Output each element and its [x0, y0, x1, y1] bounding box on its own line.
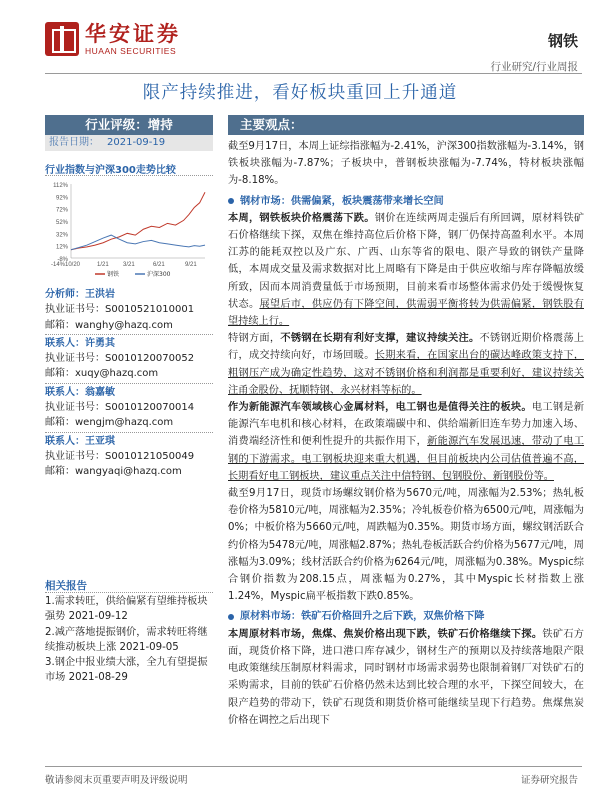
price-paragraph: 截至9月17日，现货市场螺纹钢价格为5670元/吨，周涨幅为2.53%；热轧板卷价格为5810元/吨，周涨幅为2.35%；冷轧板卷价格为6500元/吨，周涨幅为0%；中板价格为5660元/吨，周跌幅为0.35%。期货市场方面，螺纹钢活跃合约价格为5478元/吨，周涨幅2.87%；热轧卷板活跃合约价格为5677元/吨，周涨幅为3.09%；线材活跃合约价格为6264元/吨，周涨幅为0.38%。Myspic综合钢价指数为208.15点，周涨幅为0.27%，其中Myspic长材指数上涨1.24%，Myspic扁平板指数下跌0.85%。 — [228, 488, 584, 603]
footer-label: 证券研究报告 — [520, 775, 578, 786]
section-heading-steel — [228, 193, 584, 210]
rating-bar: 行业评级：增持 — [45, 115, 213, 135]
y-tick-label: 32% — [55, 232, 68, 239]
section-heading-text: 钢材市场：供需偏紧，板块震荡带来增长空间 — [240, 195, 444, 207]
raw-body: 铁矿石方面，现货价格下降，进口港口库存减少，钢材生产的预期以及持续落地限产限电政策继续压制原材料需求，同时钢材市场需求弱势也限制着钢厂对铁矿石的采购需求，目前的铁矿石价格仍然未达到比较合理的水平，下探空间较大，在限产趋势的带动下，铁矿石现货和期货价格可能继续呈现下行趋势。焦煤焦炭价格在调控之后出现下 — [228, 628, 584, 726]
electrical-steel-claim: 作为新能源汽车领域核心金属材料，电工钢也是值得关注的板块。 — [228, 402, 532, 414]
company-logo — [45, 22, 181, 56]
analyst-divider — [45, 383, 213, 384]
x-tick-label: 3/21 — [123, 262, 135, 268]
legend-label: 钢铁 — [107, 271, 120, 278]
y-tick-label: 72% — [55, 207, 68, 214]
logo-seal-icon — [45, 22, 79, 56]
related-reports-list — [45, 594, 213, 686]
analyst-role: 分析师：王洪岩 — [45, 289, 115, 300]
analyst-role: 联系人：王亚琪 — [45, 435, 115, 447]
analyst-cert: 执业证书号：S0010521010001 — [45, 304, 195, 316]
intro-paragraph: 截至9月17日，本周上证综指涨幅为-2.41%，沪深300指数涨幅为-3.14%，钢铁板块涨幅为-7.87%；子板块中，普钢板块涨幅为-7.74%，特材板块涨幅为-8.18%。 — [228, 141, 584, 187]
date-value: 2021-09-19 — [107, 137, 166, 148]
y-tick-label: 12% — [55, 244, 68, 251]
logo-cn-text: 华安证券 — [85, 21, 181, 46]
x-tick-label: -14%10/20 — [51, 262, 81, 268]
bullet-icon — [228, 198, 234, 204]
series-line-steel — [71, 192, 205, 250]
special-steel-claim: 不锈钢在长期有利好支撑，建议持续关注。 — [280, 333, 480, 345]
special-steel-body: 不锈钢近期价格震荡上行，成交持续向好，市场回暖。 — [228, 333, 585, 362]
report-type: 行业研究/行业周报 — [490, 61, 578, 73]
chart-divider — [45, 175, 213, 176]
y-tick-label: 112% — [53, 183, 68, 189]
analyst-cert: 执业证书号：S0010120070052 — [45, 353, 195, 365]
raw-material-paragraph — [228, 626, 584, 729]
analyst-email[interactable]: 邮箱：xuqy@hazq.com — [45, 368, 159, 380]
analyst-cert: 执业证书号：S0010121050049 — [45, 450, 195, 462]
analyst-divider — [45, 334, 213, 335]
steel-lead: 本周，钢铁板块价格震荡下跌。 — [228, 212, 375, 224]
report-title: 限产持续推进，看好板块重回上升通道 — [142, 83, 458, 103]
related-divider — [45, 592, 213, 593]
analyst-role: 联系人：许勇其 — [45, 337, 115, 349]
legend-label: 沪深300 — [147, 271, 171, 278]
y-tick-label: 92% — [55, 195, 68, 202]
footer-divider — [45, 766, 582, 767]
electrical-steel-outlook: 新能源汽车发展迅速，带动了电工钢的下游需求。电工钢板块迎来重大机遇，但目前板块内公司估值普遍不高，长期看好电工钢板块，建议重点关注中信特钢、包钢股份、新钢股份等。 — [228, 436, 585, 482]
report-date-row — [45, 135, 213, 151]
header-right — [490, 30, 578, 74]
main-body — [228, 138, 584, 729]
steel-outlook: 展望后市，供应仍有下降空间，供需弱平衡将转为供需偏紧，钢铁股有望持续上行。 — [228, 298, 584, 328]
analyst-email[interactable]: 邮箱：wanghy@hazq.com — [45, 319, 173, 331]
raw-lead: 本周原材料市场，焦煤、焦炭价格出现下跌，铁矿石价格继续下探。 — [228, 628, 543, 640]
logo-en-text: HUAAN SECURITIES — [85, 46, 177, 56]
special-steel-lead: 特钢方面， — [228, 333, 281, 345]
header-divider — [45, 73, 582, 74]
analyst-divider — [45, 432, 213, 433]
electrical-steel-paragraph — [228, 399, 584, 485]
date-label: 报告日期： — [49, 137, 99, 148]
related-report-item[interactable]: 1.需求转旺，供给偏紧有望维持板块强势 2021-09-12 — [45, 596, 208, 623]
analyst-cert: 执业证书号：S0010120070014 — [45, 402, 195, 414]
main-points-header: 主要观点： — [228, 115, 584, 135]
industry-label: 钢铁 — [547, 32, 578, 50]
y-tick-label: 52% — [55, 220, 68, 226]
special-steel-paragraph — [228, 330, 584, 399]
series-line-hs300 — [71, 235, 205, 250]
analyst-role: 联系人：翁嘉敏 — [45, 386, 115, 398]
bullet-icon — [228, 614, 234, 620]
chart-title: 行业指数与沪深300走势比较 — [45, 165, 176, 176]
steel-body: 钢价在连续两周走强后有所回调，原材料铁矿石价格继续下探，双焦在维持高位后价格下降，钢厂仍保持高盈利水平。本周江苏的能耗双控以及广东、广西、山东等省的限电、限产导致的钢铁产量降低，本周成交量及需求数据对比上周略有下降是由于供应收缩与库存降幅放缓所致，因而本周消费量低于市场预期，目前来看市场整体需求仍处于缓慢恢复状态。 — [228, 212, 585, 310]
y-tick-label: -8% — [57, 257, 68, 263]
footer-disclaimer[interactable]: 敬请参阅末页重要声明及评级说明 — [45, 775, 188, 786]
analyst-block — [45, 287, 213, 480]
analyst-email[interactable]: 邮箱：wengjm@hazq.com — [45, 417, 174, 429]
analyst-email[interactable]: 邮箱：wangyaqi@hazq.com — [45, 466, 182, 478]
x-tick-label: 9/21 — [185, 262, 197, 268]
index-comparison-chart — [45, 178, 213, 278]
section-heading-raw — [228, 608, 584, 625]
special-steel-outlook: 长期来看，在国家出台的碳达峰政策支持下，粗钢压产成为确定性趋势，这对不锈钢价格和利润都是重要利好，建议持续关注甬金股份、抚顺特钢、永兴材料等标的。 — [228, 350, 585, 396]
electrical-steel-body: 电工钢是新能源汽车电机和核心材料，在政策端碳中和、供给端新旧连车势力加速入场、消费端经济性和便利性提升的共振作用下， — [228, 402, 585, 448]
steel-paragraph-1 — [228, 210, 584, 330]
related-reports-title: 相关报告 — [45, 580, 87, 592]
related-report-item[interactable]: 3.钢企中报业绩大涨，全九有望提振市场 2021-08-29 — [45, 657, 208, 684]
section-heading-text: 原材料市场：铁矿石价格回升之后下跌，双焦价格下降 — [240, 611, 485, 623]
related-report-item[interactable]: 2.减产落地提振钢价，需求转旺将继续推动板块上涨 2021-09-05 — [45, 626, 208, 653]
x-tick-label: 1/21 — [97, 262, 109, 268]
x-tick-label: 6/21 — [153, 262, 165, 268]
